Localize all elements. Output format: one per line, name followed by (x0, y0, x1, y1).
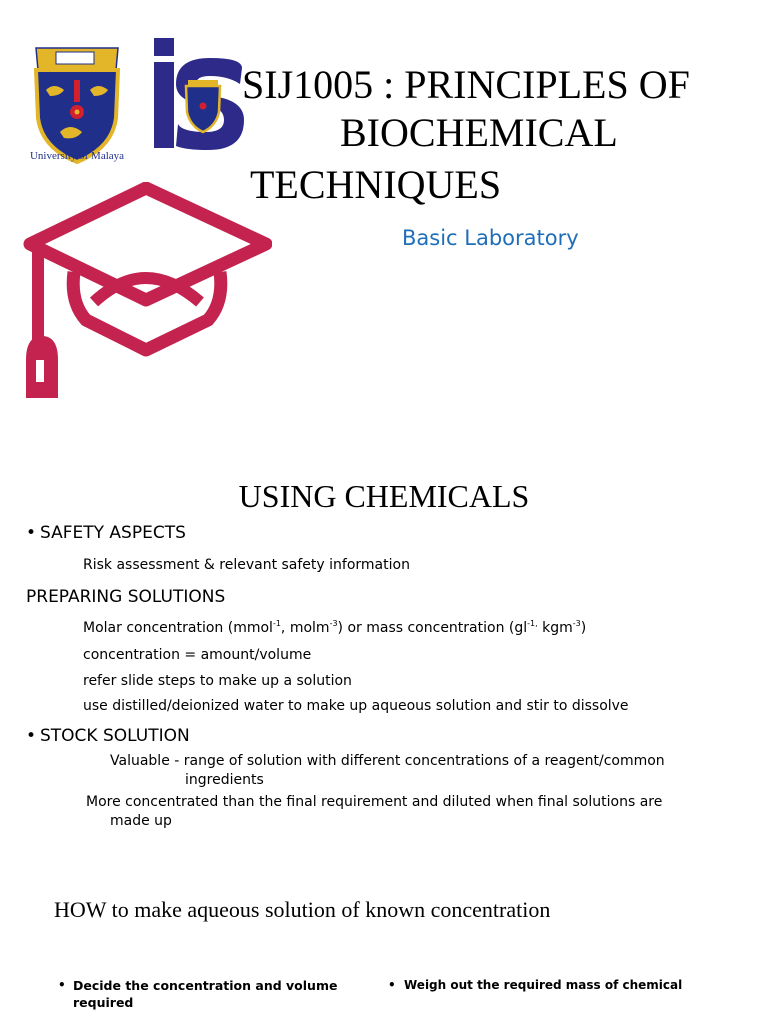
molar-sup: -3 (329, 619, 338, 628)
molar-text: ) (580, 620, 587, 636)
bullet-dot-icon: • (26, 726, 37, 746)
molar-concentration-line (83, 620, 586, 636)
bullet-dot-icon: • (388, 978, 396, 992)
concentrated-line-1: More concentrated than the final requirement and diluted when final solutions are (86, 794, 663, 810)
distilled-water-line: use distilled/deionized water to make up aqueous solution and stir to dissolve (83, 698, 629, 714)
preparing-solutions-heading: PREPARING SOLUTIONS (26, 587, 226, 607)
using-chemicals-heading: USING CHEMICALS (238, 478, 530, 514)
molar-text: , molm (280, 620, 330, 636)
subtitle: Basic Laboratory (402, 226, 579, 250)
molar-sup: -1, (527, 619, 538, 628)
molar-text: kgm (537, 620, 573, 636)
molar-sup: -3 (572, 619, 581, 628)
decide-line-1: Decide the concentration and volume (73, 978, 338, 993)
concentration-formula: concentration = amount/volume (83, 647, 312, 663)
bullet-weigh-chemical (388, 977, 728, 994)
title-line-3: TECHNIQUES (250, 162, 502, 207)
stock-solution-bullet (26, 726, 190, 746)
molar-sup: -1 (272, 619, 281, 628)
title-line-1: SIJ1005 : PRINCIPLES OF (242, 62, 690, 107)
safety-item: Risk assessment & relevant safety information (83, 557, 410, 573)
title-line-2: BIOCHEMICAL (340, 110, 618, 155)
molar-text: ) or mass concentration (gl (337, 620, 528, 636)
bullet-dot-icon: • (26, 523, 37, 543)
safety-aspects-bullet (26, 523, 186, 543)
ibs-logo (150, 38, 246, 154)
concentrated-line-2: made up (110, 813, 172, 829)
molar-text: Molar concentration (mmol (83, 620, 273, 636)
stock-solution-label: STOCK SOLUTION (40, 726, 190, 746)
valuable-line-1: Valuable - range of solution with different concentrations of a reagent/common (110, 753, 665, 769)
university-caption: University of Malaya (29, 150, 125, 162)
safety-aspects-label: SAFETY ASPECTS (40, 523, 186, 543)
how-to-heading: HOW to make aqueous solution of known concentration (54, 897, 551, 922)
valuable-line-2: ingredients (185, 772, 264, 788)
bullet-dot-icon: • (58, 978, 66, 992)
refer-slide-line: refer slide steps to make up a solution (83, 673, 352, 689)
bullet-decide-concentration (58, 977, 348, 1011)
graduation-cap-icon (20, 182, 272, 398)
weigh-line: Weigh out the required mass of chemical (404, 978, 683, 992)
decide-line-2: required (73, 995, 134, 1010)
